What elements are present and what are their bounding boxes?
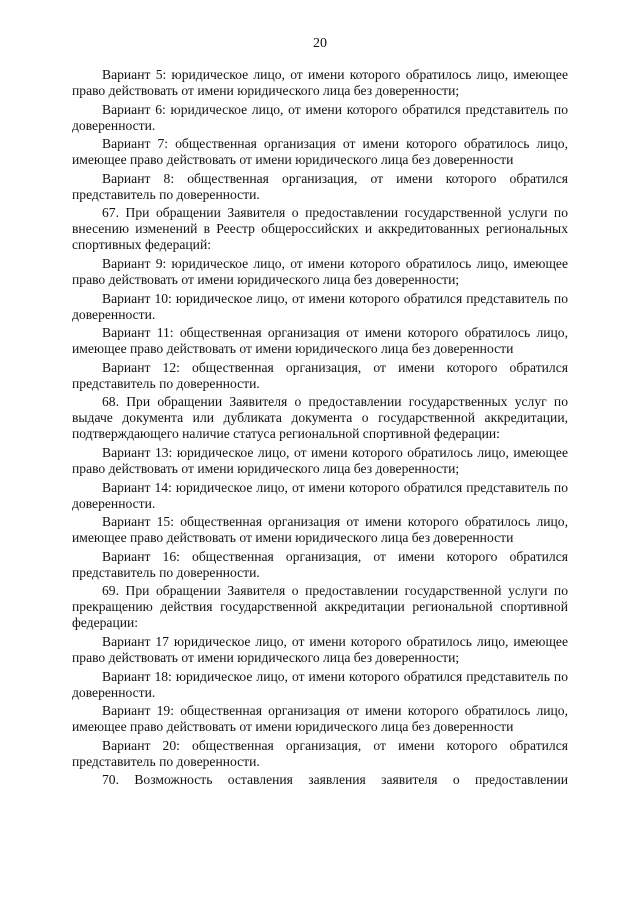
paragraph-variant-17: Вариант 17 юридическое лицо, от имени которого обратилось лицо, имеющее право действовать от имени юридического лица без доверенности; <box>72 633 568 665</box>
paragraph-variant-7: Вариант 7: общественная организация от имени которого обратилось лицо, имеющее право действовать от имени юридического лица без доверенности <box>72 136 568 168</box>
paragraph-variant-10: Вариант 10: юридическое лицо, от имени которого обратился представитель по доверенности. <box>72 290 568 322</box>
paragraph-variant-12: Вариант 12: общественная организация, от имени которого обратился представитель по доверенности. <box>72 359 568 391</box>
paragraph-variant-6: Вариант 6: юридическое лицо, от имени которого обратился представитель по доверенности. <box>72 101 568 133</box>
paragraph-item-68: 68. При обращении Заявителя о предоставлении государственных услуг по выдаче документа или дубликата документа о государственной аккредитации, подтверждающего наличие статуса региональной спортивной федерации: <box>72 394 568 442</box>
page-number: 20 <box>313 36 327 51</box>
paragraph-variant-18: Вариант 18: юридическое лицо, от имени которого обратился представитель по доверенности. <box>72 668 568 700</box>
paragraph-variant-15: Вариант 15: общественная организация от имени которого обратилось лицо, имеющее право действовать от имени юридического лица без доверенности <box>72 514 568 546</box>
paragraph-item-70: 70. Возможность оставления заявления заявителя о предоставлении <box>102 772 568 788</box>
paragraph-variant-13: Вариант 13: юридическое лицо, от имени которого обратилось лицо, имеющее право действовать от имени юридического лица без доверенности; <box>72 444 568 476</box>
paragraph-variant-11: Вариант 11: общественная организация от имени которого обратилось лицо, имеющее право действовать от имени юридического лица без доверенности <box>72 325 568 357</box>
paragraph-variant-9: Вариант 9: юридическое лицо, от имени которого обратилось лицо, имеющее право действовать от имени юридического лица без доверенности; <box>72 255 568 287</box>
paragraph-item-69: 69. При обращении Заявителя о предоставлении государственной услуги по прекращению действия государственной аккредитации региональной спортивной федерации: <box>72 583 568 631</box>
paragraph-variant-14: Вариант 14: юридическое лицо, от имени которого обратился представитель по доверенности. <box>72 479 568 511</box>
paragraph-variant-19: Вариант 19: общественная организация от имени которого обратилось лицо, имеющее право действовать от имени юридического лица без доверенности <box>72 703 568 735</box>
document-body <box>72 67 568 791</box>
paragraph-variant-5: Вариант 5: юридическое лицо, от имени которого обратилось лицо, имеющее право действовать от имени юридического лица без доверенности; <box>72 67 568 98</box>
paragraph-item-67: 67. При обращении Заявителя о предоставлении государственной услуги по внесению изменений в Реестр общероссийских и аккредитованных региональных спортивных федераций: <box>72 205 568 253</box>
paragraph-variant-8: Вариант 8: общественная организация, от имени которого обратился представитель по доверенности. <box>72 170 568 202</box>
paragraph-variant-16: Вариант 16: общественная организация, от имени которого обратился представитель по доверенности. <box>72 548 568 580</box>
paragraph-variant-20: Вариант 20: общественная организация, от имени которого обратился представитель по доверенности. <box>72 737 568 769</box>
